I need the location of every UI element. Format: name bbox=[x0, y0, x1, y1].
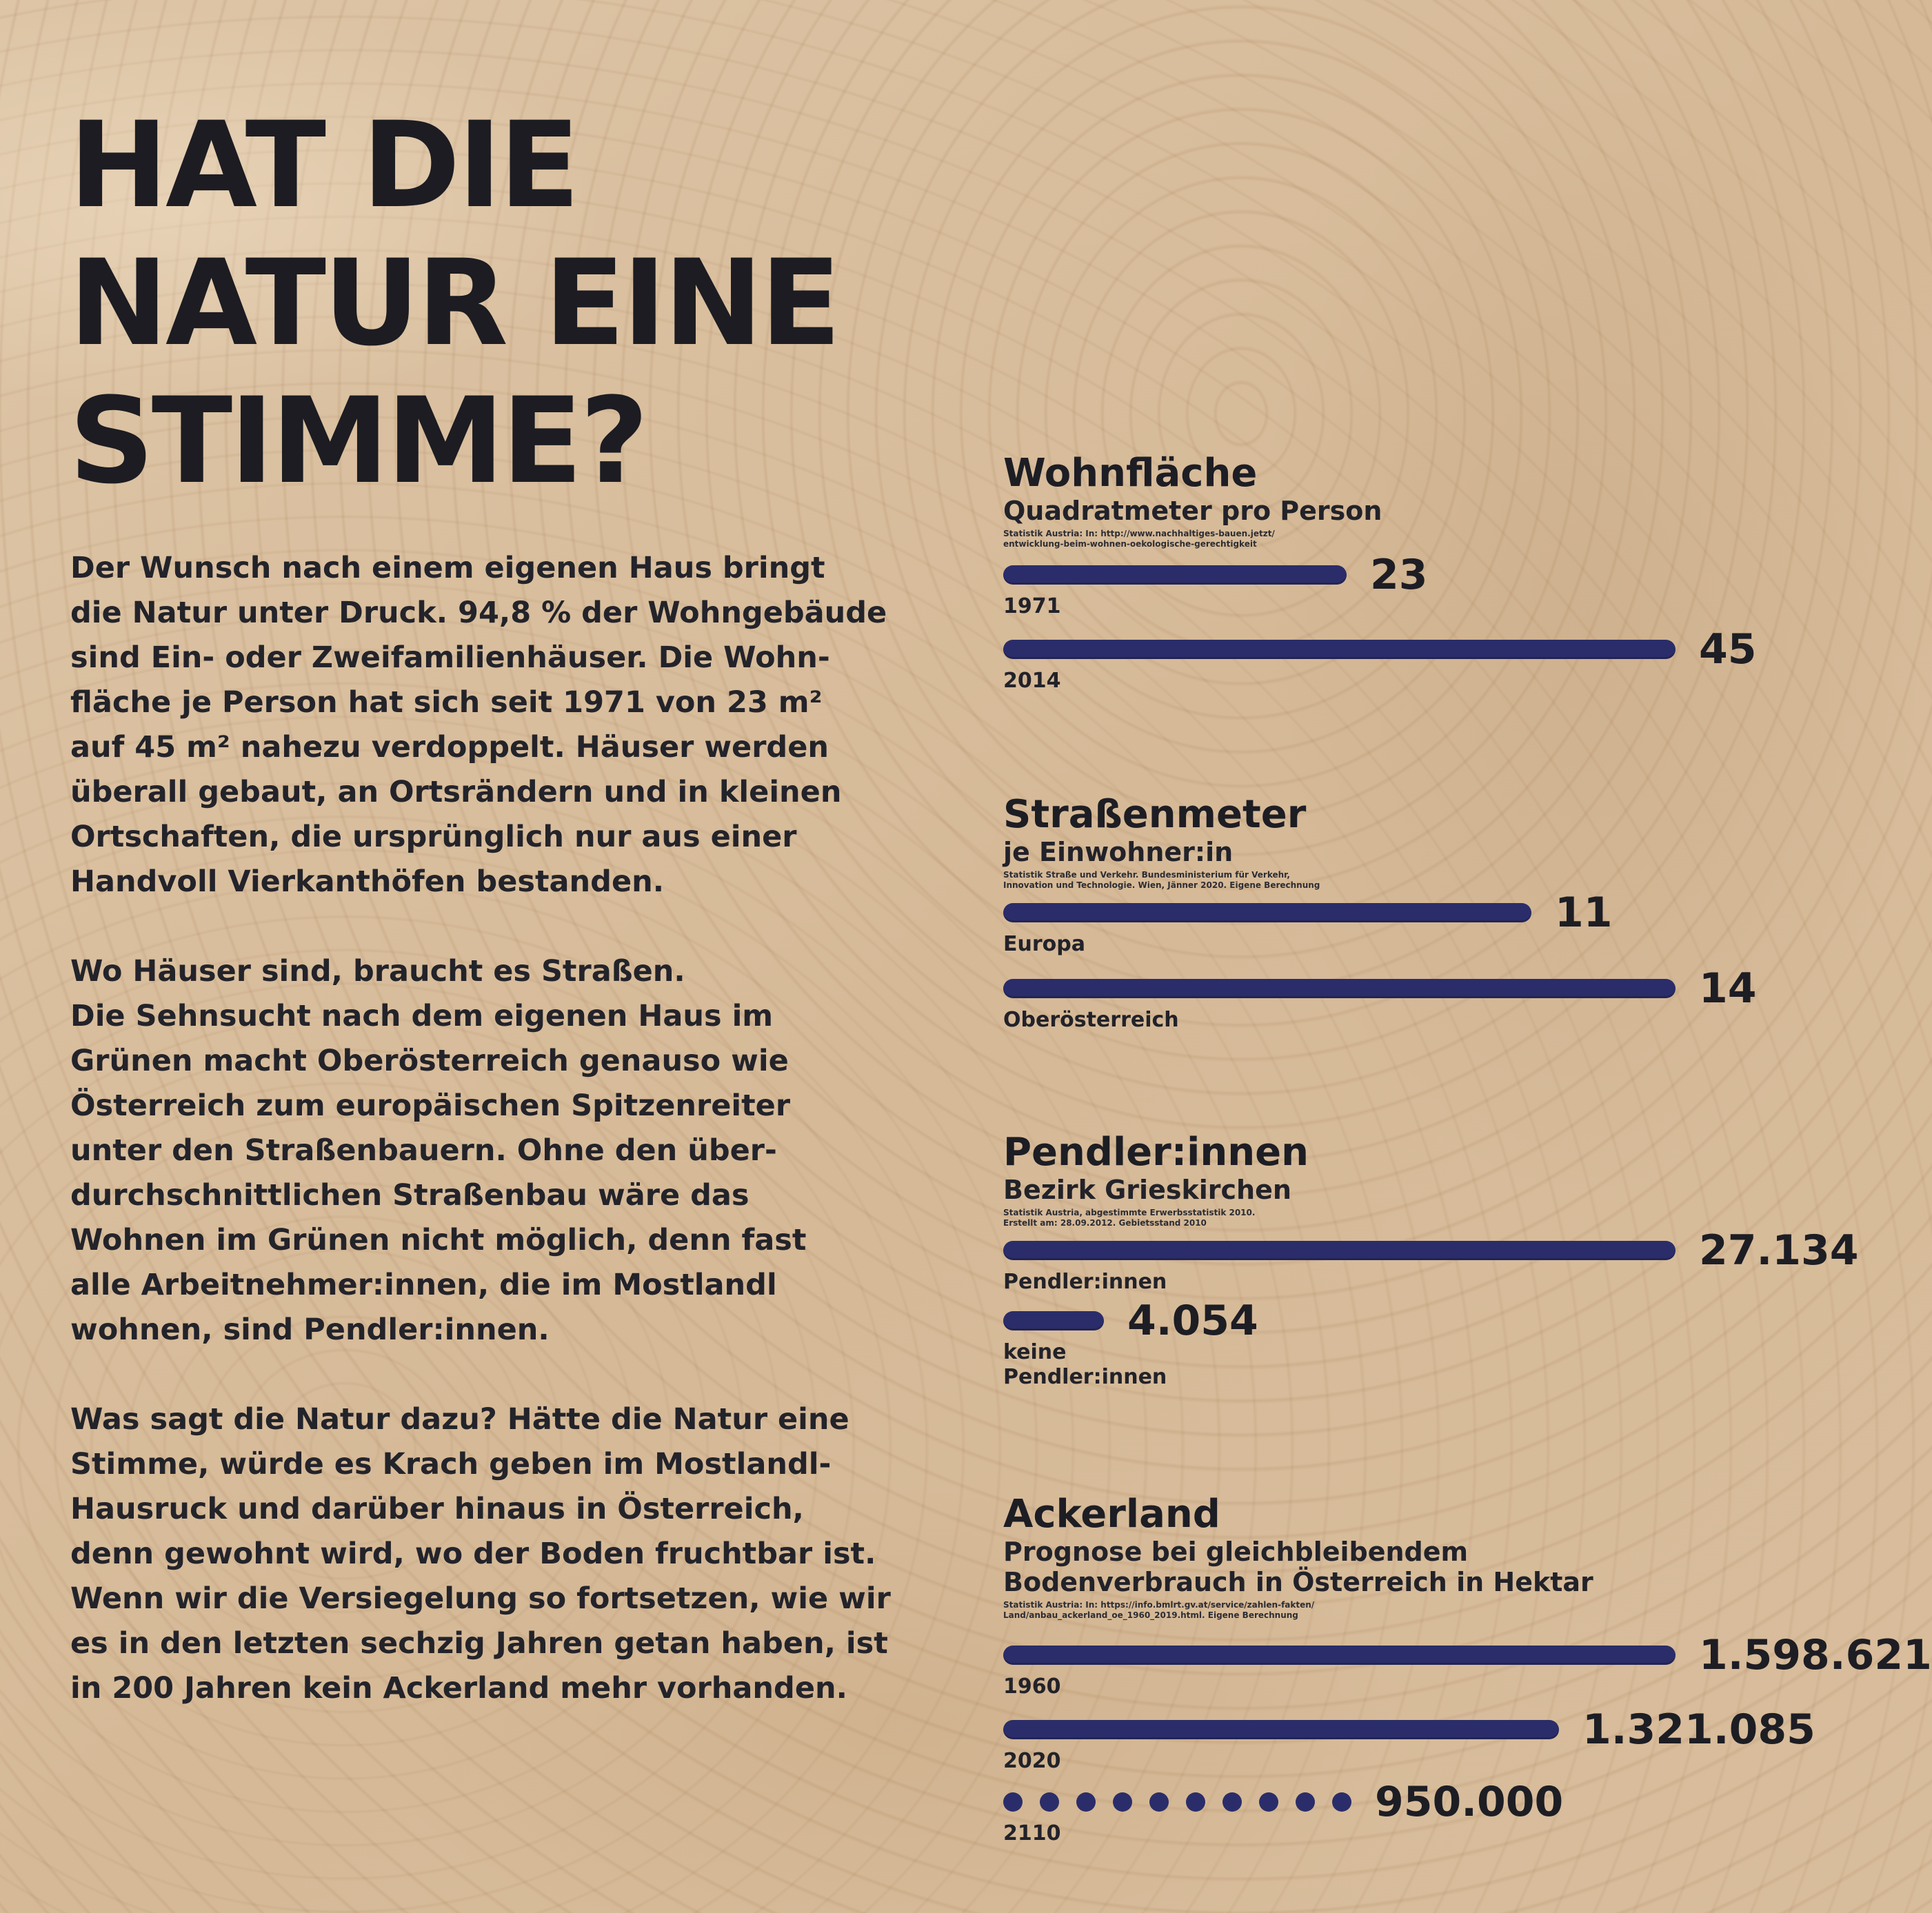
forecast-dot bbox=[1040, 1792, 1059, 1812]
headline-line-3: STIMME? bbox=[69, 372, 646, 510]
headline-line-1: HAT DIE bbox=[69, 96, 578, 234]
chart-pendler bbox=[1003, 1130, 1859, 1389]
headline bbox=[69, 97, 838, 510]
chart-strassenmeter bbox=[1003, 792, 1775, 1032]
bar-category-label: keine Pendler:innen bbox=[1003, 1340, 1167, 1389]
bar-value-label: 4.054 bbox=[1127, 1297, 1258, 1345]
paragraph-1: Der Wunsch nach einem eigenen Haus bringt die Natur unter Druck. 94,8 % der Wohngebäude sind Ein- oder Zweifamilienhäuser. Die Wohn- fläche je Person hat sich seit 1971 von 23 m² auf 45 m² nahezu verdoppelt. Häuser werden überall gebaut, an Ortsrändern und in kleinen Ortschaften, die ursprünglich nur aus einer Handvoll Vierkanthöfen bestanden. bbox=[70, 551, 887, 899]
bar-value-label: 27.134 bbox=[1699, 1226, 1859, 1275]
chart-ackerland bbox=[1003, 1492, 1932, 1845]
bar-category-label: Europa bbox=[1003, 932, 1085, 956]
chart-wohnflaeche bbox=[1003, 451, 1775, 693]
bar-value-label: 950.000 bbox=[1375, 1778, 1564, 1826]
bar-category-label: 1971 bbox=[1003, 594, 1061, 618]
chart-title: Pendler:innen bbox=[1003, 1130, 1309, 1175]
forecast-dot bbox=[1332, 1792, 1351, 1812]
chart-source: Statistik Austria: In: https://info.bmlrt.gv.at/service/zahlen-fakten/ Land/anbau_ackerland_oe_1960_2019.html. Eigene Berechnung bbox=[1003, 1600, 1315, 1620]
bar-value-label: 1.321.085 bbox=[1582, 1705, 1815, 1754]
bar-value-label: 14 bbox=[1699, 964, 1757, 1013]
forecast-dot bbox=[1296, 1792, 1315, 1812]
forecast-dot bbox=[1076, 1792, 1096, 1812]
bar bbox=[1003, 979, 1676, 998]
bar bbox=[1003, 640, 1676, 659]
bar bbox=[1003, 1720, 1559, 1739]
bar-category-label: 2110 bbox=[1003, 1821, 1061, 1845]
body-text bbox=[70, 546, 925, 1711]
bar bbox=[1003, 565, 1347, 585]
bar bbox=[1003, 1241, 1676, 1260]
bar-category-label: Oberösterreich bbox=[1003, 1008, 1179, 1032]
headline-line-2: NATUR EINE bbox=[69, 234, 838, 372]
forecast-dot bbox=[1186, 1792, 1205, 1812]
bar bbox=[1003, 1311, 1104, 1330]
chart-source: Statistik Austria, abgestimmte Erwerbsstatistik 2010. Erstellt am: 28.09.2012. Gebietsstand 2010 bbox=[1003, 1208, 1256, 1228]
chart-subtitle: je Einwohner:in bbox=[1003, 837, 1234, 867]
forecast-dot bbox=[1149, 1792, 1169, 1812]
chart-source: Statistik Austria: In: http://www.nachhaltiges-bauen.jetzt/ entwicklung-beim-wohnen-oekologische-gerechtigkeit bbox=[1003, 529, 1275, 549]
forecast-dot bbox=[1003, 1792, 1023, 1812]
chart-source: Statistik Straße und Verkehr. Bundesministerium für Verkehr, Innovation und Technologie. Wien, Jänner 2020. Eigene Berechnung bbox=[1003, 870, 1320, 890]
forecast-dot bbox=[1259, 1792, 1278, 1812]
chart-subtitle: Prognose bei gleichbleibendem Bodenverbrauch in Österreich in Hektar bbox=[1003, 1537, 1593, 1597]
chart-subtitle: Quadratmeter pro Person bbox=[1003, 496, 1382, 526]
bar-value-label: 45 bbox=[1699, 625, 1757, 674]
paragraph-3: Was sagt die Natur dazu? Hätte die Natur eine Stimme, würde es Krach geben im Mostlandl- Hausruck und darüber hinaus in Österreich, denn gewohnt wird, wo der Boden fruchtbar ist. Wenn wir die Versiegelung so fortsetzen, wie wir es in den letzten sechzig Jahren getan haben, ist in 200 Jahren kein Ackerland mehr vorhanden. bbox=[70, 1402, 891, 1705]
forecast-dot bbox=[1222, 1792, 1242, 1812]
bar-value-label: 1.598.621 bbox=[1699, 1631, 1932, 1679]
paragraph-2: Wo Häuser sind, braucht es Straßen. Die Sehnsucht nach dem eigenen Haus im Grünen macht Oberösterreich genauso wie Österreich zum europäischen Spitzenreiter unter den Straßenbauern. Ohne den über- durchschnittlichen Straßenbau wäre das Wohnen im Grünen nicht möglich, denn fast alle Arbeitnehmer:innen, die im Mostlandl wohnen, sind Pendler:innen. bbox=[70, 954, 807, 1347]
bar-category-label: 2014 bbox=[1003, 669, 1061, 693]
bar-value-label: 23 bbox=[1370, 551, 1428, 599]
chart-title: Straßenmeter bbox=[1003, 792, 1307, 837]
chart-title: Ackerland bbox=[1003, 1492, 1220, 1537]
bar-category-label: 2020 bbox=[1003, 1749, 1061, 1773]
bar-value-label: 11 bbox=[1555, 889, 1613, 937]
bar bbox=[1003, 1646, 1676, 1665]
chart-title: Wohnfläche bbox=[1003, 451, 1258, 496]
forecast-dot bbox=[1113, 1792, 1132, 1812]
bar-category-label: 1960 bbox=[1003, 1674, 1061, 1699]
bar bbox=[1003, 903, 1531, 922]
bar-category-label: Pendler:innen bbox=[1003, 1270, 1167, 1294]
chart-subtitle: Bezirk Grieskirchen bbox=[1003, 1175, 1291, 1205]
